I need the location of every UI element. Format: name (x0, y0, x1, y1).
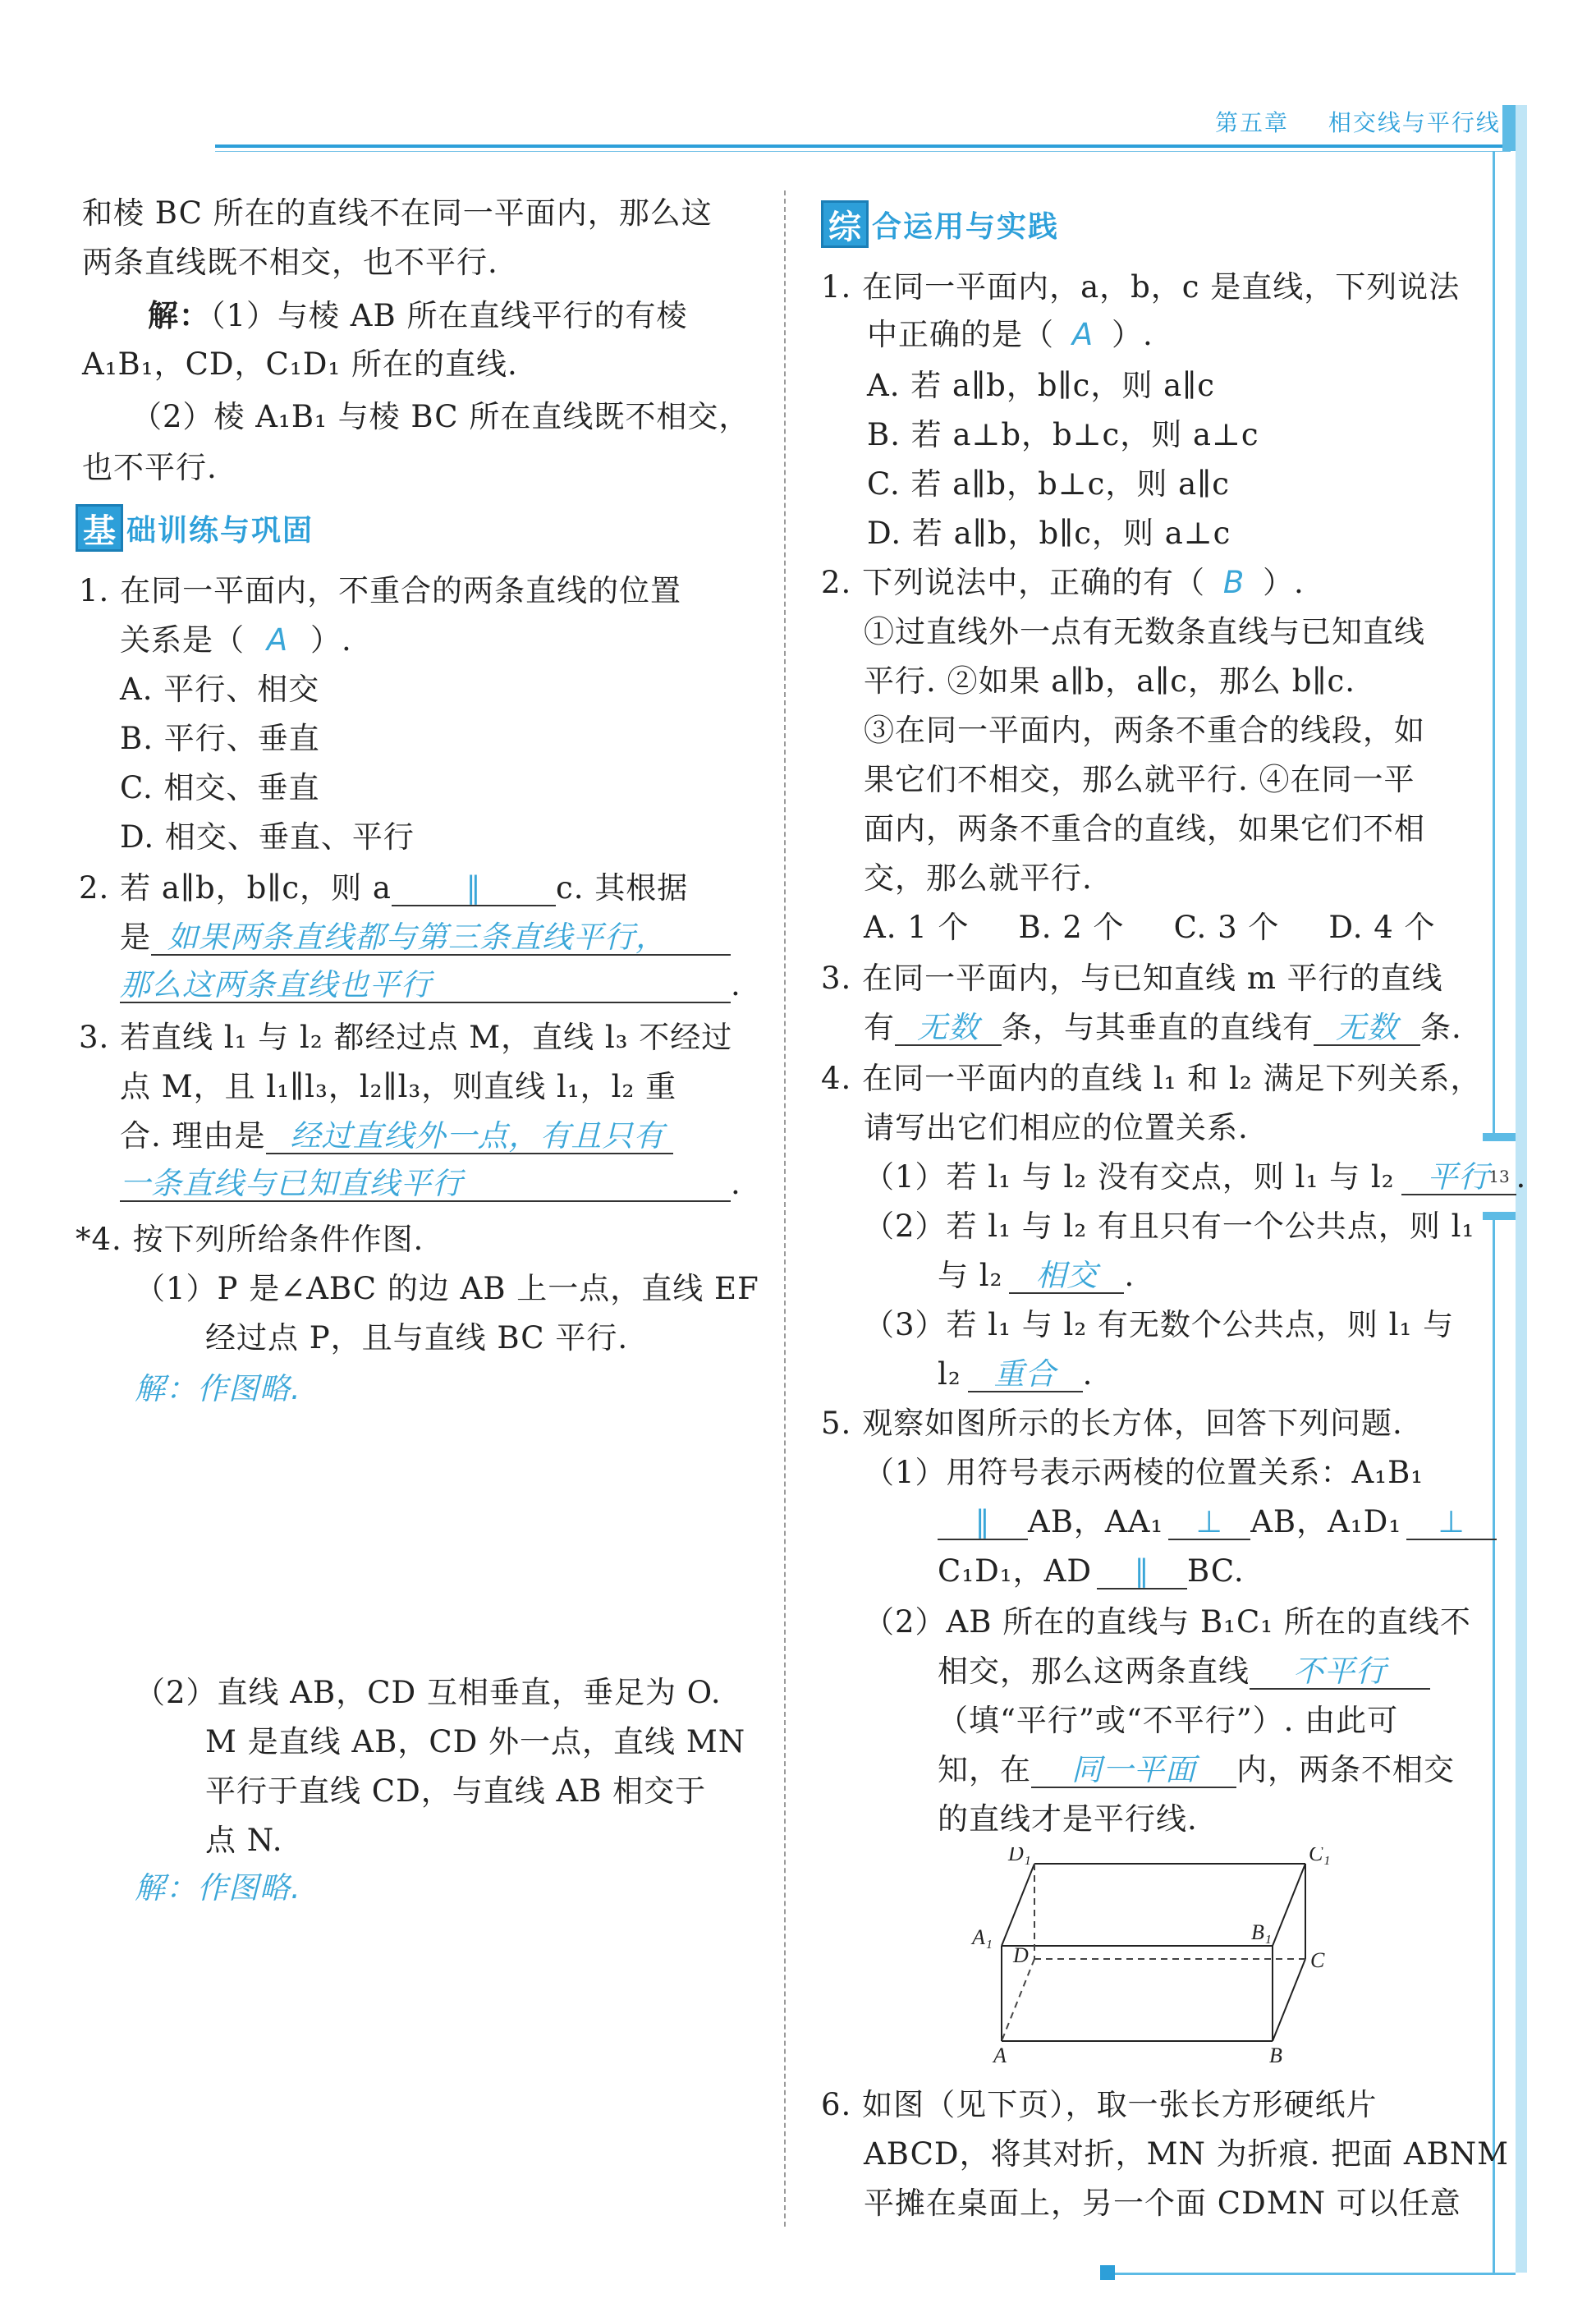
lq2-line-b (120, 918, 731, 957)
rq3-answer-1: 无数 (895, 1012, 1002, 1046)
rq1-option-c: C. 若 a∥b，b⊥c，则 a∥c (867, 466, 1230, 502)
rq2-options (864, 908, 1436, 947)
lq1-line-a: 1. 在同一平面内，不重合的两条直线的位置 (79, 573, 682, 608)
rq1-pre: 中正确的是（ (867, 317, 1054, 352)
rq2-stmt-4: 果它们不相交，那么就平行. ④在同一平 (864, 762, 1415, 797)
lq3-line-b: 点 M，且 l₁∥l₃，l₂∥l₃，则直线 l₁，l₂ 重 (120, 1069, 677, 1104)
lq3-line-d: 一条直线与已知直线平行 . (120, 1166, 741, 1201)
rq4-3b-pre: l₂ (938, 1356, 961, 1392)
solution-1a (148, 296, 687, 336)
rq5-2d (938, 1750, 1455, 1790)
label-B1: B₁ (1251, 1920, 1272, 1944)
lq1-line-b (120, 621, 352, 660)
header-bar (215, 144, 1511, 148)
rq4-2a: （2）若 l₁ 与 l₂ 有且只有一个公共点，则 l₁ (864, 1209, 1475, 1244)
rq3-b3: 条. (1420, 1010, 1462, 1045)
column-divider (784, 190, 786, 2227)
lq2-answer2a: 如果两条直线都与第三条直线平行， (151, 921, 731, 956)
rq3-b1: 有 (864, 1010, 895, 1045)
rq5-1b-t2: AB，A₁D₁ (1250, 1504, 1402, 1539)
rq4-2-answer: 相交 (1009, 1259, 1124, 1294)
lq2-line-c: 那么这两条直线也平行 . (120, 967, 741, 1002)
lq4-solution-1: 解：作图略. (135, 1371, 301, 1406)
solution-2b: 也不平行. (82, 450, 218, 485)
rq2-stmt-5: 面内，两条不重合的直线，如果它们不相 (864, 811, 1425, 846)
rq4-line-b: 请写出它们相应的位置关系. (864, 1110, 1249, 1145)
page-number: 13 (1488, 1167, 1510, 1186)
rq4-2b-pre: 与 l₂ (938, 1258, 1003, 1293)
section-basic-char: 基 (76, 504, 123, 552)
rq5-1c-t2: BC. (1187, 1553, 1245, 1589)
rq5-1-answer-1: ∥ (938, 1506, 1028, 1540)
rq2-answer: B (1222, 565, 1245, 600)
cuboid-figure (969, 1847, 1346, 2069)
rq4-line-a: 4. 在同一平面内的直线 l₁ 和 l₂ 满足下列关系， (821, 1061, 1482, 1096)
rq2-stmt-2: 平行. ②如果 a∥b，a∥c，那么 b∥c. (864, 663, 1356, 699)
lq4-1a: （1）P 是∠ABC 的边 AB 上一点，直线 EF (135, 1271, 759, 1306)
rq5-2d-pre: 知，在 (938, 1752, 1031, 1787)
rq4-2b: 与 l₂ 相交 . (938, 1258, 1135, 1293)
rq1-option-b: B. 若 a⊥b，b⊥c，则 a⊥c (867, 417, 1259, 452)
rq2-stmt-3: ③在同一平面内，两条不重合的线段，如 (864, 713, 1425, 748)
rq6-line-b: ABCD，将其对折，MN 为折痕. 把面 ABNM (864, 2136, 1510, 2172)
lq4-title: *4. 按下列所给条件作图. (76, 1222, 424, 1257)
rq2-option-c: C. 3 个 (1173, 910, 1280, 945)
rq2-pre: 2. 下列说法中，正确的有（ (821, 565, 1206, 600)
rq5-1c-t1: C₁D₁，AD (938, 1553, 1093, 1589)
rq5-2a: （2）AB 所在的直线与 B₁C₁ 所在的直线不 (864, 1604, 1471, 1640)
section-basic-title: 础训练与巩固 (126, 513, 314, 548)
lq2-post: c. 其根据 (555, 870, 689, 906)
lq2-line-a (79, 869, 688, 908)
lq1-post: ）. (310, 622, 352, 658)
rq2-post: ）. (1263, 565, 1305, 600)
rq5-2b-pre: 相交，那么这两条直线 (938, 1654, 1250, 1689)
section-comprehensive (821, 199, 1059, 250)
lq3-c-pre: 合. 理由是 (120, 1118, 266, 1154)
chapter-label: 第五章 (1215, 109, 1290, 136)
lq3-answer-a: 经过直线外一点，有且只有 (266, 1120, 673, 1154)
lq3-answer-b: 一条直线与已知直线平行 (120, 1167, 731, 1202)
lq1-option-c: C. 相交、垂直 (120, 770, 320, 805)
rq5-1-answer-3: ⊥ (1406, 1506, 1497, 1540)
rq5-2-answer-2: 同一平面 (1031, 1754, 1236, 1788)
rq1-line-b (867, 315, 1153, 355)
label-A: A (993, 2044, 1007, 2067)
rq5-2e: 的直线才是平行线. (938, 1801, 1198, 1837)
lq2-answer2b: 那么这两条直线也平行 (120, 969, 731, 1003)
lq4-2a: （2）直线 AB，CD 互相垂直，垂足为 O. (135, 1675, 722, 1710)
rq5-2d-post: 内，两条不相交 (1236, 1752, 1455, 1787)
rq5-2-answer-1: 不平行 (1250, 1655, 1430, 1690)
lq4-1b: 经过点 P，且与直线 BC 平行. (205, 1320, 629, 1356)
rq5-1a: （1）用符号表示两棱的位置关系：A₁B₁ (864, 1455, 1424, 1490)
section-comprehensive-title: 合运用与实践 (872, 209, 1060, 244)
rq2-option-b: B. 2 个 (1018, 910, 1125, 945)
rq1-answer: A (1071, 317, 1094, 352)
rq3-answer-2: 无数 (1314, 1012, 1420, 1046)
intro-line-1: 和棱 BC 所在的直线不在同一平面内，那么这 (82, 195, 713, 231)
lq1-option-d: D. 相交、垂直、平行 (120, 819, 415, 855)
lq1-answer: A (266, 622, 289, 658)
rq5-line-a: 5. 观察如图所示的长方体，回答下列问题. (821, 1406, 1403, 1441)
label-D: D (1013, 1943, 1029, 1967)
header-thin-line (215, 151, 1511, 152)
rq5-1-answer-2: ⊥ (1168, 1506, 1250, 1540)
lq4-solution-2: 解：作图略. (135, 1870, 301, 1906)
section-basic (76, 502, 314, 553)
lq1-option-b: B. 平行、垂直 (120, 721, 320, 756)
rq4-1: （1）若 l₁ 与 l₂ 没有交点，则 l₁ 与 l₂ 平行 . (864, 1159, 1527, 1195)
lq2-b-pre: 是 (120, 920, 151, 955)
rq5-1b (938, 1502, 1497, 1542)
rq2-stmt-6: 交，那么就平行. (864, 860, 1093, 896)
lq2-answer1: ∥ (392, 872, 556, 906)
section-comprehensive-char: 综 (821, 200, 869, 248)
label-C1: C₁ (1309, 1847, 1331, 1865)
lq4-2b: M 是直线 AB，CD 外一点，直线 MN (205, 1724, 746, 1759)
rq2-option-d: D. 4 个 (1328, 910, 1436, 945)
rq2-option-a: A. 1 个 (864, 910, 970, 945)
rq4-3-answer: 重合 (968, 1358, 1083, 1392)
rq2-line-a (821, 563, 1305, 603)
rq3-line-b (864, 1008, 1462, 1048)
rq4-3a: （3）若 l₁ 与 l₂ 有无数个公共点，则 l₁ 与 (864, 1307, 1455, 1342)
solution-label: 解： (148, 297, 210, 333)
rq5-1c (938, 1552, 1245, 1591)
solution-1b: A₁B₁，CD，C₁D₁ 所在的直线. (82, 346, 518, 382)
rq6-line-c: 平摊在桌面上，另一个面 CDMN 可以任意 (864, 2186, 1461, 2221)
rq4-3b: l₂ 重合 . (938, 1356, 1094, 1392)
rq5-2c: （填“平行”或“不平行”）. 由此可 (938, 1703, 1399, 1738)
side-band-edge (1502, 105, 1516, 151)
lq1-option-a: A. 平行、相交 (120, 672, 320, 707)
label-A1: A₁ (972, 1925, 993, 1949)
rq4-1-pre: （1）若 l₁ 与 l₂ 没有交点，则 l₁ 与 l₂ (864, 1159, 1395, 1195)
rq5-2b (938, 1652, 1430, 1691)
lq1-pre: 关系是（ (120, 622, 245, 658)
lq2-pre: 2. 若 a∥b，b∥c，则 a (79, 870, 392, 906)
rq3-line-a: 3. 在同一平面内，与已知直线 m 平行的直线 (821, 961, 1443, 996)
rq2-stmt-1: ①过直线外一点有无数条直线与已知直线 (864, 614, 1425, 649)
header-chapter (1215, 105, 1501, 138)
bottom-square (1100, 2265, 1115, 2280)
rq1-line-a: 1. 在同一平面内，a，b，c 是直线，下列说法 (821, 269, 1461, 305)
rq3-b2: 条，与其垂直的直线有 (1002, 1010, 1314, 1045)
bottom-line (1105, 2273, 1516, 2275)
solution-1a-text: （1）与棱 AB 所在直线平行的有棱 (210, 298, 688, 333)
rq1-post: ）. (1112, 317, 1153, 352)
label-C: C (1310, 1948, 1325, 1972)
lq3-line-a: 3. 若直线 l₁ 与 l₂ 都经过点 M，直线 l₃ 不经过 (79, 1020, 733, 1055)
rq4-1-answer: 平行 (1401, 1161, 1516, 1195)
lq3-line-c (120, 1117, 673, 1156)
label-B: B (1269, 2044, 1282, 2067)
rq5-1b-t1: AB，AA₁ (1028, 1504, 1164, 1539)
rq6-line-a: 6. 如图（见下页），取一张长方形硬纸片 (821, 2087, 1378, 2122)
lq4-2d: 点 N. (205, 1823, 283, 1858)
rq1-option-a: A. 若 a∥b，b∥c，则 a∥c (867, 368, 1215, 403)
intro-line-2: 两条直线既不相交，也不平行. (82, 245, 498, 280)
chapter-title: 相交线与平行线 (1328, 109, 1501, 136)
solution-2a: （2）棱 A₁B₁ 与棱 BC 所在直线既不相交， (131, 399, 750, 434)
label-D1: D₁ (1008, 1847, 1031, 1865)
rq5-1-answer-4: ∥ (1097, 1555, 1187, 1590)
lq4-2c: 平行于直线 CD，与直线 AB 相交于 (205, 1773, 707, 1809)
rq1-option-d: D. 若 a∥b，b∥c，则 a⊥c (867, 516, 1231, 551)
